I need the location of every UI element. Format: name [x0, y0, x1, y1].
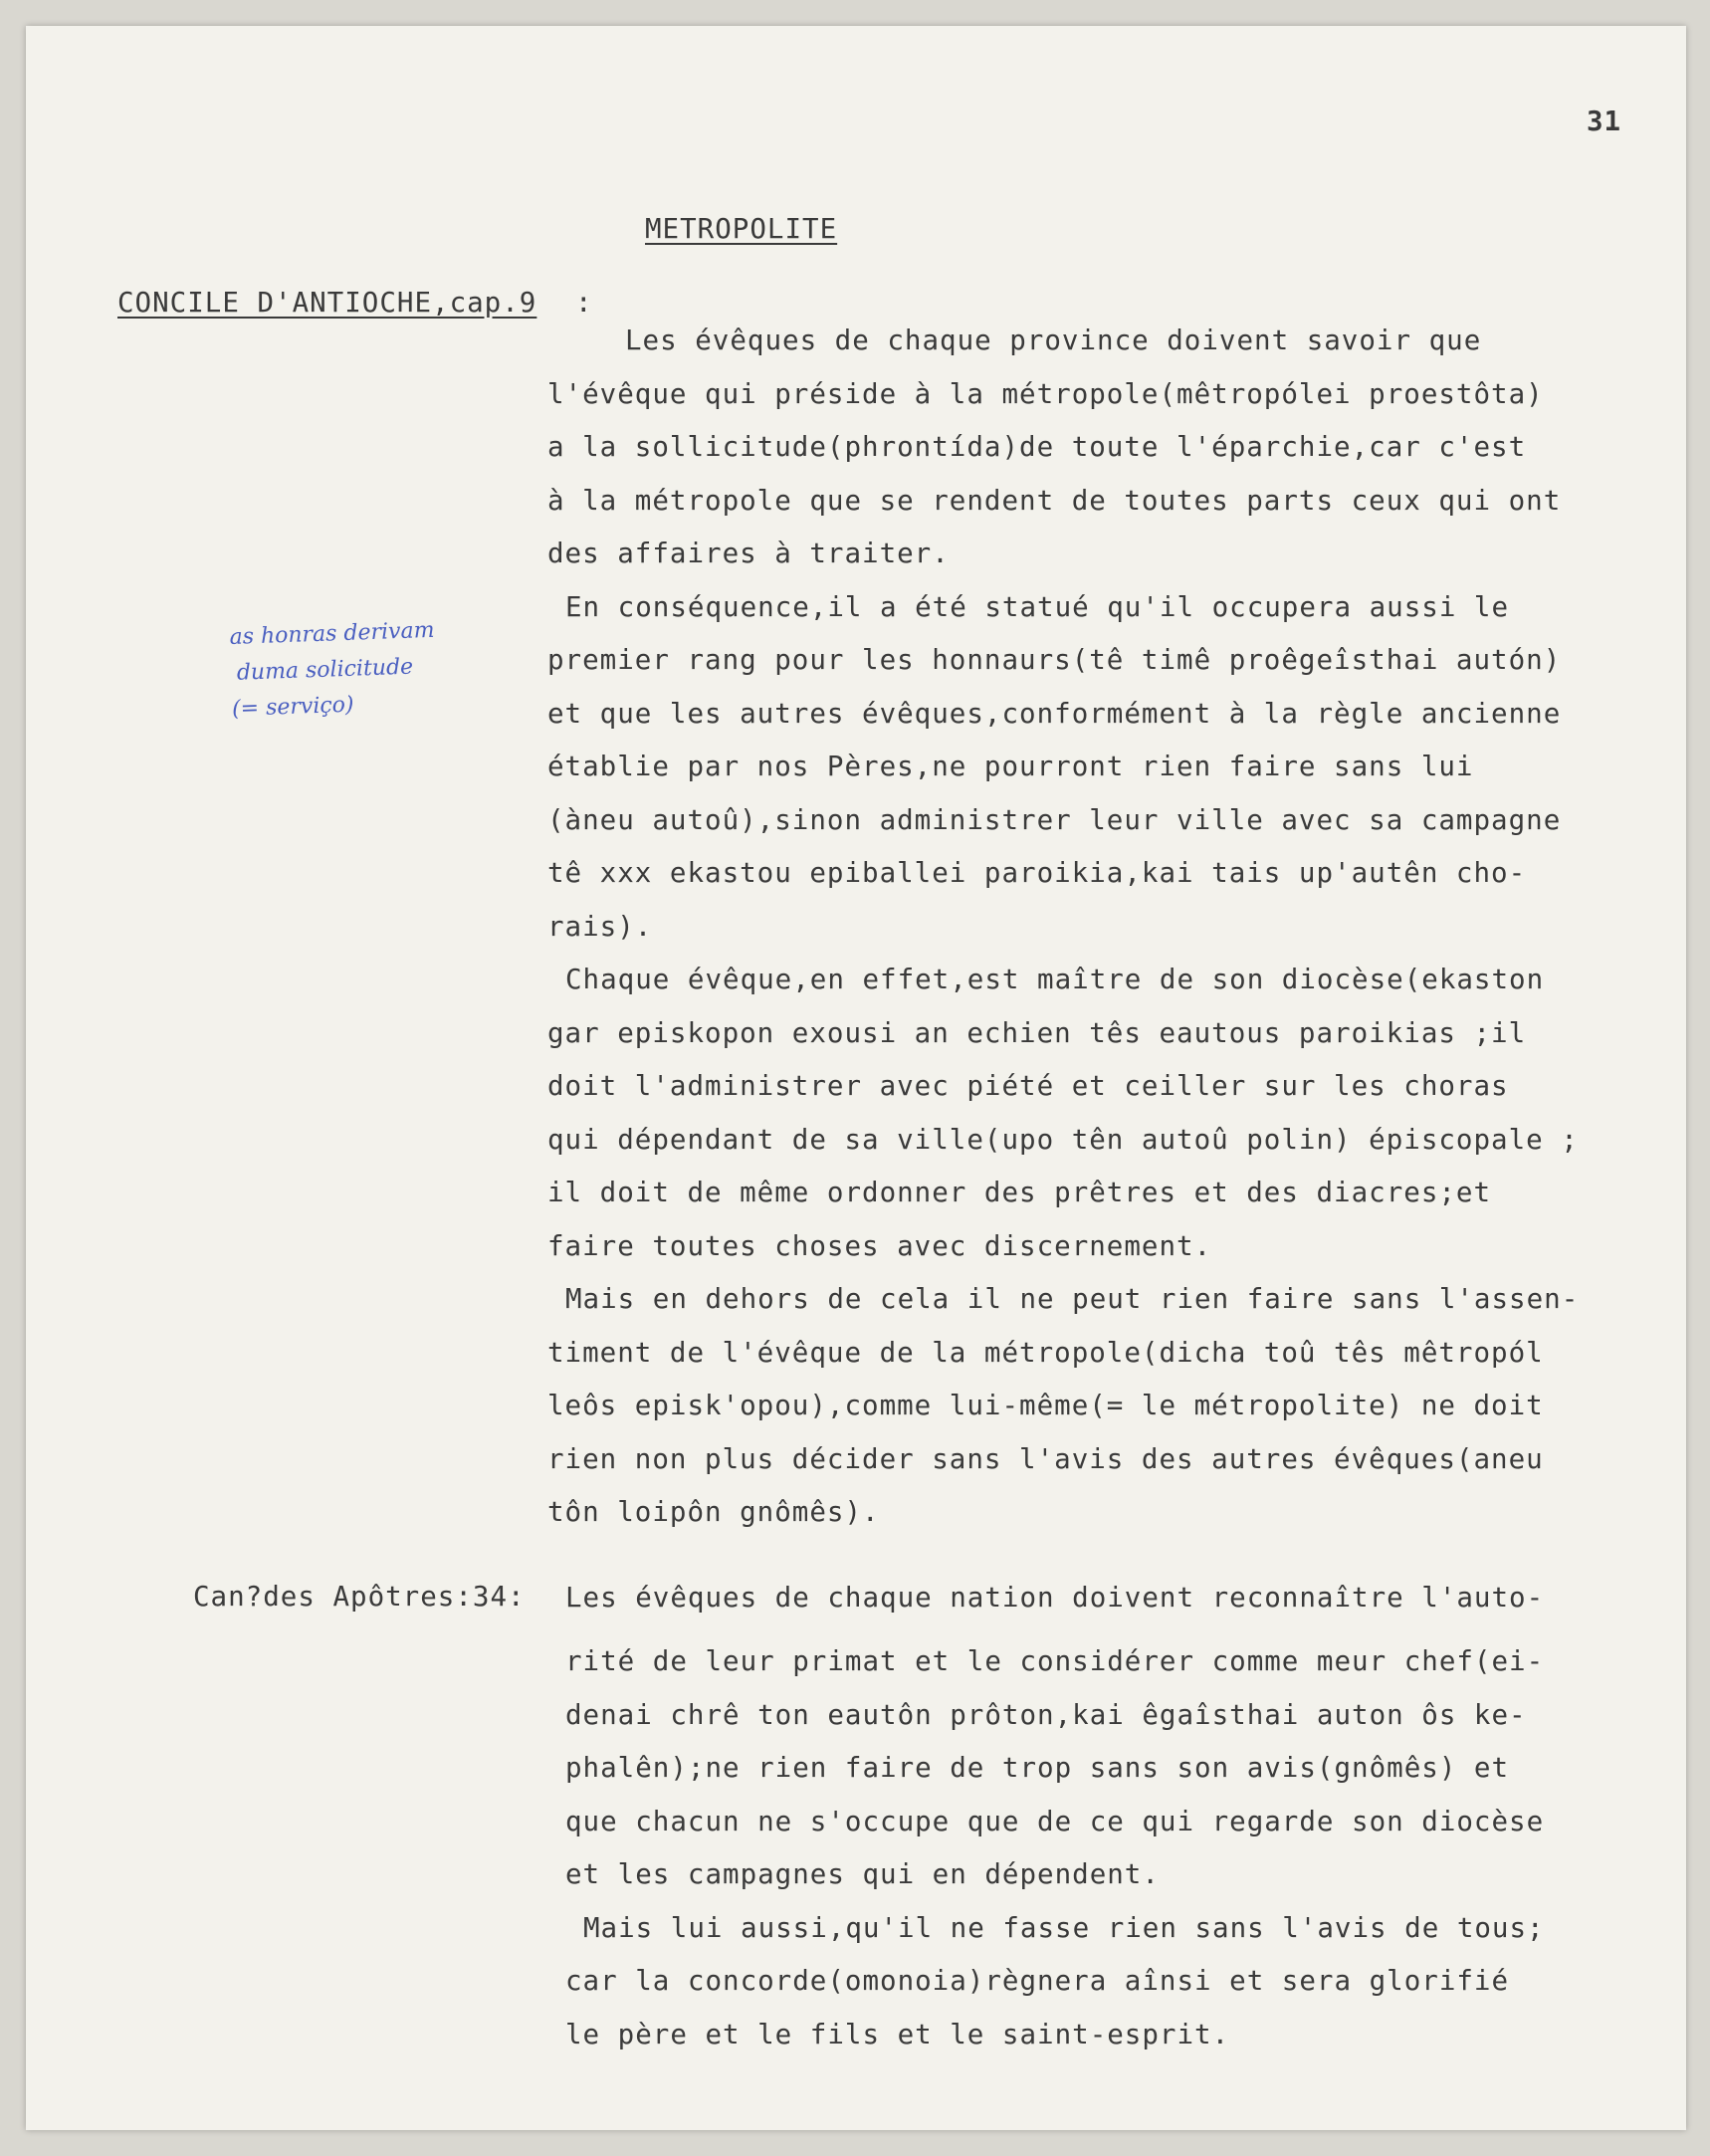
text-line: tê xxx ekastou epiballei paroikia,kai tais up'autên cho- — [547, 857, 1527, 889]
text-line: l'évêque qui préside à la métropole(mêtropólei proestôta) — [547, 377, 1544, 410]
antioch-canon-text — [547, 315, 1702, 1540]
text-line: Les évêques de chaque province doivent savoir que — [625, 324, 1482, 356]
text-line: le père et le fils et le saint-esprit. — [565, 2018, 1230, 2050]
margin-note-line: duma solicitude — [236, 654, 414, 686]
text-line: Mais en dehors de cela il ne peut rien faire sans l'assen- — [565, 1283, 1580, 1315]
apostolic-canon-text — [565, 1581, 1670, 2061]
text-line: rien non plus décider sans l'avis des autres évêques(aneu — [547, 1442, 1544, 1475]
text-line: et les campagnes qui en dépendent. — [565, 1858, 1160, 1890]
text-line: il doit de même ordonner des prêtres et des diacres;et — [547, 1177, 1492, 1208]
text-line: phalên);ne rien faire de trop sans son avis(gnômês) et — [565, 1752, 1510, 1784]
text-line: a la sollicitude(phrontída)de toute l'éparchie,car c'est — [547, 431, 1527, 463]
text-line: Chaque évêque,en effet,est maître de son diocèse(ekaston — [565, 964, 1545, 995]
section-heading: CONCILE D'ANTIOCHE,cap.9 — [117, 287, 537, 319]
text-line: qui dépendant de sa ville(upo tên autoû polin) épiscopale ; — [547, 1123, 1579, 1156]
text-line: Mais lui aussi,qu'il ne fasse rien sans l'avis de tous; — [583, 1911, 1545, 1944]
text-line: leôs episk'opou),comme lui-même(= le métropolite) ne doit — [547, 1390, 1544, 1421]
text-line: tôn loipôn gnômês). — [547, 1496, 880, 1528]
margin-note-line: (= serviço) — [231, 692, 354, 722]
text-line: (àneu autoû),sinon administrer leur ville avec sa campagne — [547, 803, 1562, 836]
text-line: et que les autres évêques,conformément à la règle ancienne — [547, 697, 1562, 730]
text-line: car la concorde(omonoia)règnera aînsi et sera glorifié — [565, 1965, 1510, 1997]
page-number: 31 — [1587, 106, 1622, 137]
text-line: En conséquence,il a été statué qu'il occupera aussi le — [565, 590, 1510, 623]
handwritten-margin-note — [229, 613, 438, 728]
page-title: METROPOLITE — [645, 213, 838, 245]
text-line: timent de l'évêque de la métropole(dicha toû tês mêtropól — [547, 1336, 1544, 1369]
text-line: que chacun ne s'occupe que de ce qui regarde son diocèse — [565, 1805, 1545, 1837]
text-line: rais). — [547, 910, 653, 943]
text-line: premier rang pour les honnaurs(tê timê proêgeîsthai autón) — [547, 644, 1562, 676]
margin-note-line: as honras derivam — [229, 617, 435, 650]
text-line: établie par nos Pères,ne pourront rien faire sans lui — [547, 751, 1474, 782]
text-line: des affaires à traiter. — [547, 538, 950, 569]
text-line: Les évêques de chaque nation doivent reconnaître l'auto- — [565, 1582, 1545, 1614]
text-line: faire toutes choses avec discernement. — [547, 1229, 1212, 1262]
section-heading-colon: : — [575, 287, 593, 319]
text-line: doit l'administrer avec piété et ceiller sur les choras — [547, 1070, 1509, 1102]
typewritten-page — [26, 26, 1686, 2130]
text-line: rité de leur primat et le considérer comme meur chef(ei- — [565, 1645, 1545, 1677]
text-line: gar episkopon exousi an echien tês eautous paroikias ;il — [547, 1016, 1527, 1049]
canon-label: Can?des Apôtres:34: — [193, 1581, 526, 1613]
text-line: à la métropole que se rendent de toutes parts ceux qui ont — [547, 484, 1562, 517]
text-line: denai chrê ton eautôn prôton,kai êgaîsthai auton ôs ke- — [565, 1698, 1527, 1731]
